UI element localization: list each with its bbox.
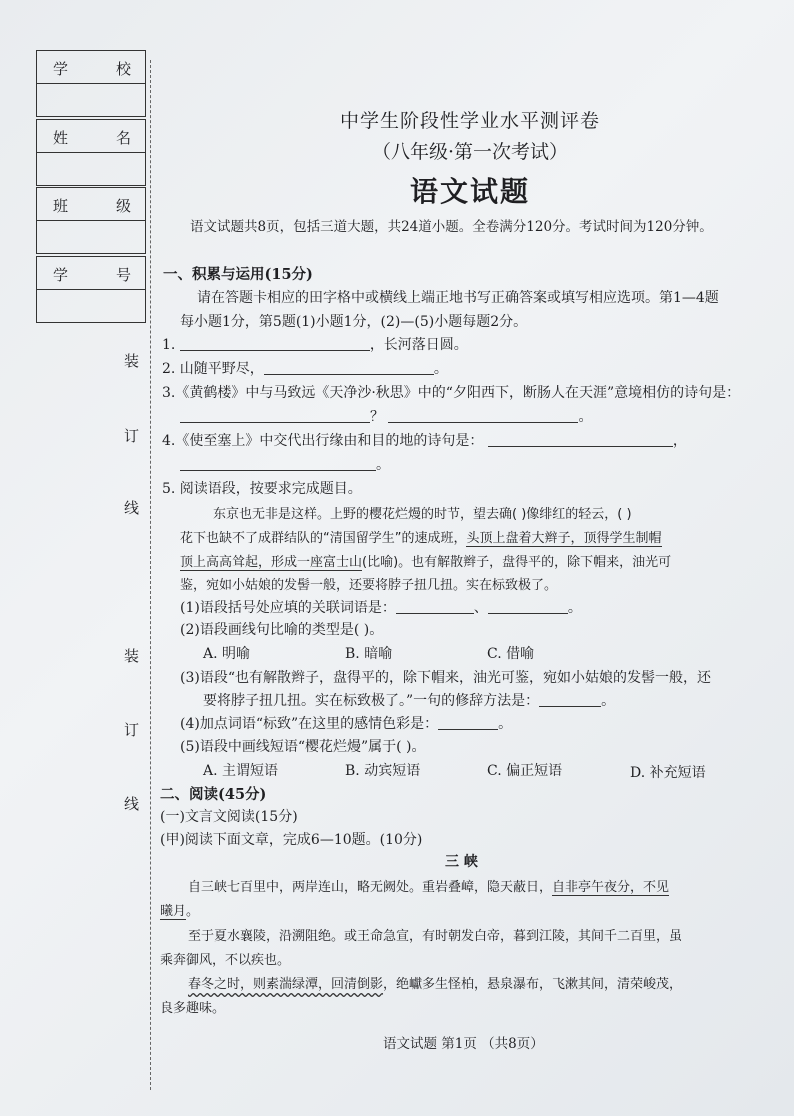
subsection-instruction: (甲)阅读下面文章，完成6—10题。(10分) (160, 832, 423, 848)
binding-char: 装 (124, 352, 140, 370)
name-field[interactable] (37, 153, 145, 185)
binding-char: 订 (124, 721, 140, 739)
question-5: 5. 阅读语段，按要求完成题目。 (162, 481, 362, 497)
name-box (36, 119, 146, 186)
answer-blank[interactable] (180, 336, 370, 351)
school-box (36, 50, 146, 117)
option[interactable]: C. 偏正短语 (487, 763, 563, 779)
school-label-2: 校 (115, 60, 131, 78)
name-label-2: 名 (115, 129, 131, 147)
page-title: 语文试题 (409, 175, 530, 208)
answer-blank[interactable] (264, 360, 434, 375)
exam-intro: 语文试题共8页，包括三道大题，共24道小题。全卷满分120分。考试时间为120分钟。 (190, 219, 713, 235)
exam-series-title: 中学生阶段性学业水平测评卷 (339, 110, 600, 132)
option[interactable]: A. 明喻 (203, 646, 251, 662)
school-field[interactable] (37, 84, 145, 116)
option[interactable]: A. 主谓短语 (203, 763, 279, 779)
binding-char: 装 (124, 647, 140, 665)
sub-question-3-cont: 要将脖子扭几扭。实在标致极了。”一句的修辞方法是： 。 (203, 693, 616, 709)
class-field[interactable] (37, 221, 145, 253)
page-footer: 语文试题 第1页 （共8页） (383, 1036, 544, 1052)
question-3: 3.《黄鹤楼》中与马致远《天净沙·秋思》中的“夕阳西下，断肠人在天涯”意境相仿的诗句是： (162, 385, 741, 401)
article-paragraph-cont: 良多趣味。 (160, 1001, 226, 1016)
sub-question-1: (1)语段括号处应填的关联词语是： 、 。 (180, 600, 582, 616)
answer-blank[interactable] (438, 715, 498, 730)
question-1: 1. ，长河落日圆。 (162, 337, 468, 353)
answer-blank[interactable] (180, 456, 376, 471)
section1-instruction: 请在答题卡相应的田字格中或横线上端正地书写正确答案或填写相应选项。第1—4题 (197, 290, 719, 306)
number-label-2: 号 (115, 266, 131, 284)
answer-blank[interactable] (488, 432, 673, 447)
class-label-2: 级 (115, 197, 131, 215)
passage-line: 花下也缺不了成群结队的“清国留学生”的速成班，头顶上盘着大辫子，顶得学生制帽 (180, 531, 662, 546)
sub-question-4: (4)加点词语“标致”在这里的感情色彩是： 。 (180, 716, 513, 732)
article-paragraph-cont: 曦月。 (160, 904, 200, 919)
binding-char: 线 (124, 795, 140, 813)
sub-question-5: (5)语段中画线短语“樱花烂熳”属于( )。 (180, 739, 426, 755)
question-4: 4.《使至塞上》中交代出行缘由和目的地的诗句是： ， (162, 433, 687, 449)
answer-blank[interactable] (180, 408, 370, 423)
option[interactable]: B. 暗喻 (345, 646, 393, 662)
answer-blank[interactable] (388, 408, 578, 423)
sub-question-3: (3)语段“也有解散辫子，盘得平的，除下帽来，油光可鉴，宛如小姑娘的发髻一般，还 (180, 670, 711, 686)
question-4-answer: 。 (180, 454, 390, 474)
sub-question-2: (2)语段画线句比喻的类型是( )。 (180, 622, 384, 638)
number-field[interactable] (37, 290, 145, 322)
option[interactable]: B. 动宾短语 (345, 763, 421, 779)
binding-line (150, 60, 151, 1090)
section1-heading: 一、积累与运用(15分) (163, 266, 313, 283)
binding-char: 订 (124, 427, 140, 445)
class-label-1: 班 (53, 197, 69, 215)
answer-blank[interactable] (488, 599, 568, 614)
answer-blank[interactable] (539, 692, 601, 707)
passage-line: 鉴，宛如小姑娘的发髻一般，还要将脖子扭几扭。实在标致极了。 (180, 578, 558, 593)
option[interactable]: D. 补充短语 (630, 765, 706, 781)
name-label-1: 姓 (53, 129, 69, 147)
class-box (36, 187, 146, 254)
number-box (36, 256, 146, 323)
subsection-heading: (一)文言文阅读(15分) (160, 809, 298, 825)
question-3-answer: ？ 。 (180, 406, 592, 426)
binding-char: 线 (124, 499, 140, 517)
question-2: 2. 山随平野尽， 。 (162, 361, 448, 377)
article-paragraph: 春冬之时，则素湍绿潭，回清倒影，绝巘多生怪柏，悬泉瀑布，飞漱其间，清荣峻茂， (188, 977, 683, 992)
section2-heading: 二、阅读(45分) (160, 786, 267, 803)
article-title: 三 峡 (445, 854, 478, 870)
article-paragraph-cont: 乘奔御风，不以疾也。 (160, 953, 291, 968)
article-paragraph: 至于夏水襄陵，沿溯阻绝。或王命急宣，有时朝发白帝，暮到江陵，其间千二百里，虽 (188, 929, 683, 944)
passage-line: 东京也无非是这样。上野的樱花烂熳的时节，望去确( )像绯红的轻云，( ) (213, 507, 632, 522)
option[interactable]: C. 借喻 (487, 646, 535, 662)
article-paragraph: 自三峡七百里中，两岸连山，略无阙处。重岩叠嶂，隐天蔽日，自非亭午夜分，不见 (188, 880, 670, 895)
school-label-1: 学 (53, 60, 69, 78)
passage-line: 顶上高高耸起，形成一座富士山(比喻)。也有解散辫子，盘得平的，除下帽来，油光可 (180, 555, 672, 570)
answer-blank[interactable] (396, 599, 474, 614)
exam-subtitle: （八年级·第一次考试） (371, 141, 569, 163)
number-label-1: 学 (53, 266, 69, 284)
section1-instruction: 每小题1分，第5题(1)小题1分，(2)—(5)小题每题2分。 (180, 314, 528, 330)
